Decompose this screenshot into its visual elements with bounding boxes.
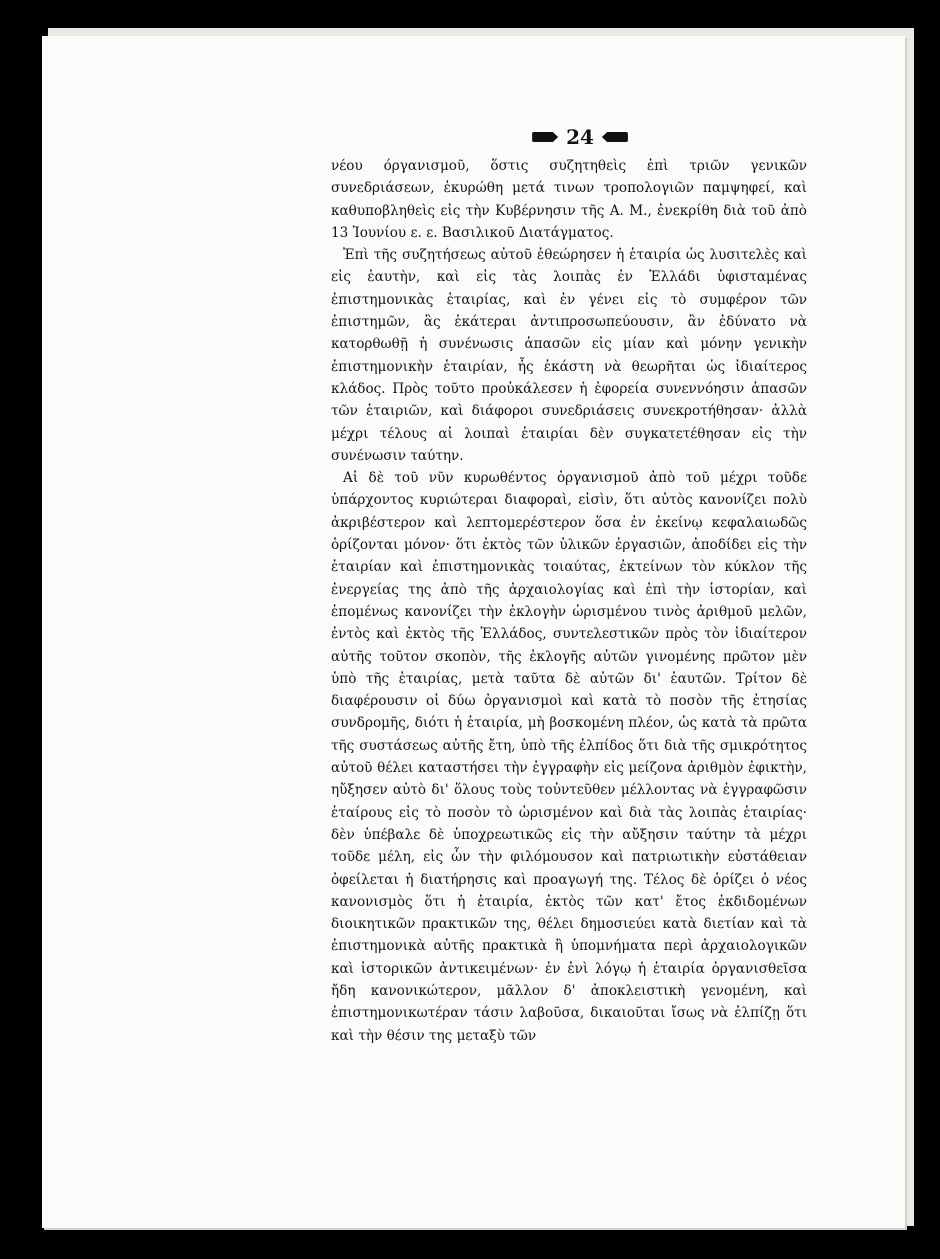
- page-number: 24: [566, 125, 594, 149]
- paragraph-1: νέου όργανισμοῦ, ὅστις συζητηθεὶς ἐπὶ τριῶν γενικῶν συνεδριάσεων, ἐκυρώθη μετά τινων τροπολογιῶν παμψηφεί, καὶ καθυποβληθεὶς εἰς τὴν Κυβέρνησιν τῆς Α. Μ., ἐνεκρίθη διὰ τοῦ ἀπὸ 13 Ἰουνίου ε. ε. Βασιλικοῦ Διατάγματος.: [331, 158, 807, 241]
- paragraph-2: Ἐπὶ τῆς συζητήσεως αὐτοῦ ἐθεώρησεν ἡ ἑταιρία ὡς λυσιτελὲς καὶ εἰς ἑαυτὴν, καὶ εἰς τὰς λοιπὰς ἐν Ἑλλάδι ὑφισταμένας ἐπιστημονικὰς ἑταιρίας, καὶ ἐν γένει εἰς τὸ συμφέρον τῶν ἐπιστημῶν, ἃς ἑκάτεραι ἀντιπροσωπεύουσιν, ἂν ἐδύνατο νὰ κατορθωθῇ ἡ συνένωσις ἁπασῶν εἰς μίαν καὶ μόνην γενικὴν ἐπιστημονικὴν ἑταιρίαν, ἧς ἑκάστη νὰ θεωρῆται ὡς ἰδιαίτερος κλάδος. Πρὸς τοῦτο προὐκάλεσεν ἡ ἐφορεία συνεννόησιν ἁπασῶν τῶν ἑταιριῶν, καὶ διάφοροι συνεδριάσεις συνεκροτήθησαν· ἀλλὰ μέχρι τέλους αἱ λοιπαὶ ἑταιρίαι δὲν συγκατετέθησαν εἰς τὴν συνένωσιν ταύτην.: [331, 247, 807, 464]
- body-text: [331, 155, 807, 1047]
- paragraph-3: Αἱ δὲ τοῦ νῦν κυρωθέντος ὀργανισμοῦ ἀπὸ τοῦ μέχρι τοῦδε ὑπάρχοντος κυριώτεραι διαφοραὶ, εἰσὶν, ὅτι αὐτὸς κανονίζει πολὺ ἀκριβέστερον καὶ λεπτομερέστερον ὅσα ἐν ἐκείνῳ κεφαλαιωδῶς ὁρίζονται μόνον· ὅτι ἐκτὸς τῶν ὑλικῶν ἐργασιῶν, ἀποδίδει εἰς τὴν ἑταιρίαν καὶ ἐπιστημονικὰς τοιαύτας, ἐκτείνων τὸν κύκλον τῆς ἐνεργείας της ἀπὸ τῆς ἀρχαιολογίας καὶ ἐπὶ τὴν ἱστορίαν, καὶ ἑπομένως κανονίζει τὴν ἐκλογὴν ὡρισμένου τινὸς ἀριθμοῦ μελῶν, ἐντὸς καὶ ἐκτὸς τῆς Ἑλλάδος, συντελεστικῶν πρὸς τὸν ἰδιαίτερον αὐτῆς τοῦτον σκοπὸν, τῆς ἐκλογῆς αὐτῶν γινομένης πρῶτον μὲν ὑπὸ τῆς ἑταιρίας, μετὰ ταῦτα δὲ αὐτῶν δι' ἑαυτῶν. Τρίτον δὲ διαφέρουσιν οἱ δύω ὀργανισμοὶ καὶ κατὰ τὸ ποσὸν τῆς ἐτησίας συνδρομῆς, διότι ἡ ἑταιρία, μὴ βοσκομένη πλέον, ὡς κατὰ τὰ πρῶτα τῆς συστάσεως αὐτῆς ἔτη, ὑπὸ τῆς ἐλπίδος ὅτι διὰ τῆς σμικρότητος αὐτοῦ θέλει καταστήσει τὴν ἐγγραφὴν εἰς μείζονα ἀριθμὸν ἐφικτὴν, ηὔξησεν αὐτὸ δι' ὅλους τοὺς τοὐντεῦθεν μέλλοντας νὰ ἐγγραφῶσιν ἑταίρους εἰς τὸ ποσὸν τὸ ὡρισμένον καὶ διὰ τὰς λοιπὰς ἑταιρίας· δὲν ὑπέβαλε δὲ ὑποχρεωτικῶς εἰς τὴν αὔξησιν ταύτην τὰ μέχρι τοῦδε μέλη, εἰς ὧν τὴν φιλόμουσον καὶ πατριωτικὴν εὐστάθειαν ὀφείλεται ἡ διατήρησις καὶ προαγωγή της. Τέλος δὲ ὁρίζει ὁ νέος κανονισμὸς ὅτι ἡ ἑταιρία, ἐκτὸς τῶν κατ' ἔτος ἐκδιδομένων διοικητικῶν πρακτικῶν της, θέλει δημοσιεύει κατὰ διετίαν καὶ τὰ ἐπιστημονικὰ αὐτῆς πρακτικὰ ἢ ὑπομνήματα περὶ ἀρχαιολογικῶν καὶ ἱστορικῶν ἀντικειμένων· ἐν ἑνὶ λόγῳ ἡ ἑταιρία ὀργανισθεῖσα ἤδη κανονικώτερον, μᾶλλον δ' ἀποκλειστικὴ γενομένη, καὶ ἐπιστημονικωτέραν τάσιν λαβοῦσα, δικαιοῦται ἴσως νὰ ἐλπίζῃ ὅτι καὶ τὴν θέσιν της μεταξὺ τῶν: [331, 470, 807, 1044]
- right-ornament-icon: [602, 132, 628, 142]
- left-ornament-icon: [532, 132, 558, 142]
- page-header: [530, 124, 630, 150]
